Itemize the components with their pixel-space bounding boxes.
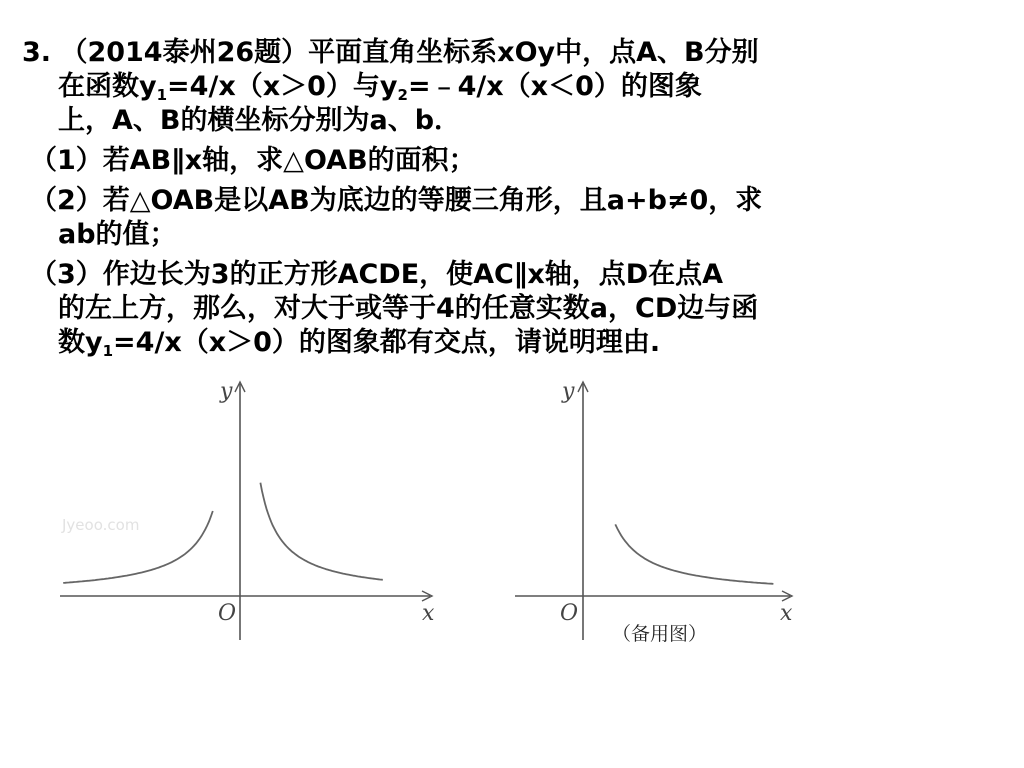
subscript-1b: 1 bbox=[102, 342, 114, 360]
problem-line-1: 3. （2014泰州26题）平面直角坐标系xOy中，点A、B分别 bbox=[22, 37, 759, 68]
problem-line-3: 上，A、B的横坐标分别为a、b． bbox=[58, 105, 462, 136]
question-part-3-line-3-part-a: 数y bbox=[58, 327, 103, 358]
question-part-2-line-1: （2）若△OAB是以AB为底边的等腰三角形，且a+b≠0，求 bbox=[30, 185, 763, 216]
problem-line-2-part-b: =4/x（x＞0）与y bbox=[167, 71, 398, 102]
y-axis-label: y bbox=[220, 379, 233, 404]
figure-right bbox=[515, 379, 793, 645]
curve-y1-positive-branch bbox=[615, 524, 773, 584]
y-axis-label: y bbox=[562, 379, 575, 404]
subscript-2: 2 bbox=[397, 86, 408, 104]
problem-line-2-part-c: =﹣4/x（x＜0）的图象 bbox=[407, 71, 702, 102]
question-part-2-line-2: ab的值； bbox=[58, 219, 177, 250]
origin-label: O bbox=[560, 601, 579, 626]
problem-line-2-part-a: 在函数y bbox=[58, 71, 157, 102]
subscript-1: 1 bbox=[156, 86, 168, 104]
curve-y1-positive-branch bbox=[260, 483, 382, 580]
spare-figure-caption: （备用图） bbox=[612, 623, 708, 645]
question-part-3-line-2: 的左上方，那么，对大于或等于4的任意实数a，CD边与函 bbox=[58, 293, 759, 324]
origin-label: O bbox=[218, 601, 237, 626]
watermark-text: Jyeoo.com bbox=[62, 516, 140, 534]
question-part-3-line-3-part-b: =4/x（x＞0）的图象都有交点，请说明理由. bbox=[113, 327, 661, 358]
x-axis-label: x bbox=[780, 601, 793, 626]
question-part-3-line-1: （3）作边长为3的正方形ACDE，使AC∥x轴，点D在点A bbox=[30, 259, 724, 290]
x-axis-label: x bbox=[422, 601, 435, 626]
figure-left bbox=[60, 379, 435, 640]
question-part-1: （1）若AB∥x轴，求△OAB的面积； bbox=[30, 145, 476, 176]
